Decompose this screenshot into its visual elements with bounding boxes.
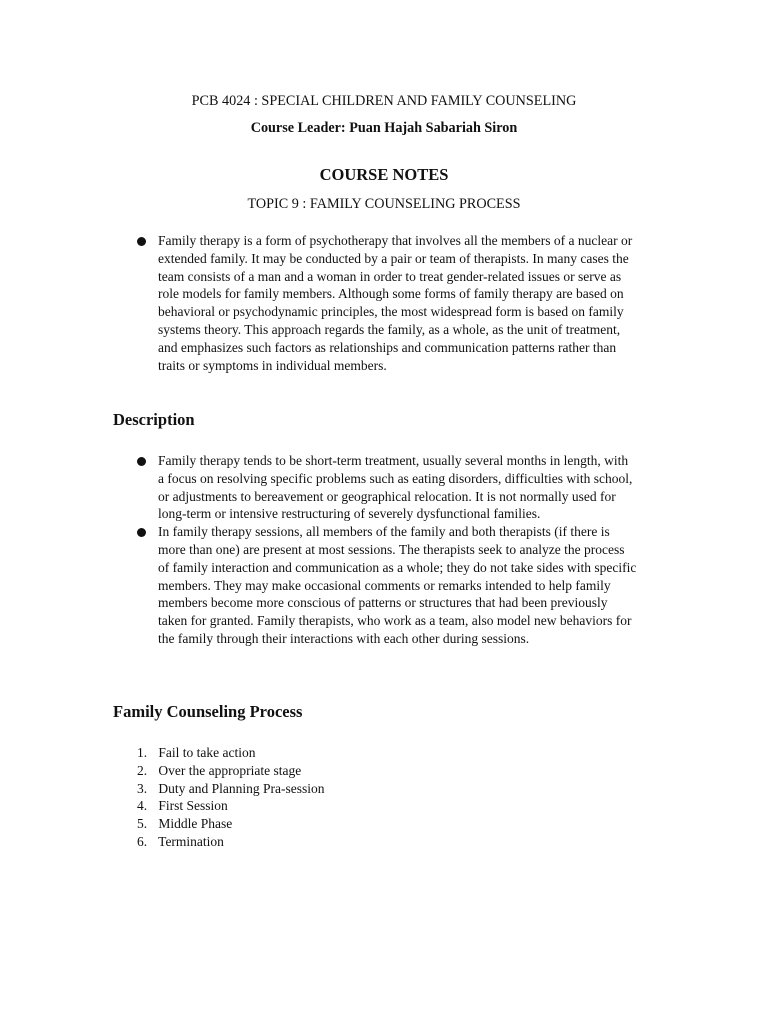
item-number: 1. [137,745,148,760]
description-text: In family therapy sessions, all members of the family and both therapists (if there is more than one) are present at most sessions. The therapists seek to analyze the process of family interaction and communication as a whole; they do not take sides with specific members. They may make occasional comments or remarks intended to help family members become more conscious of patterns or structures that had been previously taken for granted. Family therapists, who work as a team, also model new behaviors for the family through their interactions with each other during sessions. [158,524,637,646]
intro-paragraph: Family therapy is a form of psychotherapy that involves all the members of a nuclear or extended family. It may be conducted by a pair or team of therapists. In many cases the team consists of a man and a woman in order to treat gender-related issues or serve as role models for family members. Although some forms of family therapy are based on behavioral or psychodynamic principles, the most widespread form is based on family systems theory. This approach regards the family, as a whole, as the unit of treatment, and emphasizes such factors as relationships and communication patterns rather than traits or symptoms in individual members. [158,233,633,373]
bullet-icon [137,528,146,537]
list-item [137,744,325,762]
item-label: Over the appropriate stage [158,762,302,778]
item-label: Middle Phase [158,816,233,832]
item-label: Fail to take action [158,745,256,760]
list-item [137,780,325,798]
description-text: Family therapy tends to be short-term treatment, usually several months in length, with a focus on resolving specific problems such as eating disorders, difficulties with school, or adjustments to bereavement or geographical relocation. It is not normally used for long-term or intensive restructuring of severely dysfunctional families. [158,453,633,522]
topic-title: TOPIC 9 : FAMILY COUNSELING PROCESS [247,196,521,212]
item-label: Duty and Planning Pra-session [158,780,325,796]
list-item [137,833,325,851]
description-list [137,452,637,648]
item-label: First Session [158,798,228,814]
item-number: 6. [137,833,148,849]
bullet-icon [137,457,146,466]
description-heading: Description [113,410,195,429]
process-list [137,744,325,851]
list-item [137,797,325,815]
item-number: 4. [137,798,148,814]
item-number: 5. [137,816,148,832]
item-number: 3. [137,780,148,796]
intro-bullet [137,232,637,374]
item-number: 2. [137,762,148,778]
item-label: Termination [158,833,224,849]
process-heading: Family Counseling Process [113,702,303,721]
description-bullet [137,523,637,648]
course-title: PCB 4024 : SPECIAL CHILDREN AND FAMILY COUNSELING [191,93,577,109]
intro-list [137,232,637,374]
list-item [137,815,325,833]
list-item [137,762,325,780]
document-heading: COURSE NOTES [319,165,449,184]
description-bullet [137,452,637,523]
bullet-icon [137,237,146,246]
course-leader: Course Leader: Puan Hajah Sabariah Siron [250,120,518,136]
